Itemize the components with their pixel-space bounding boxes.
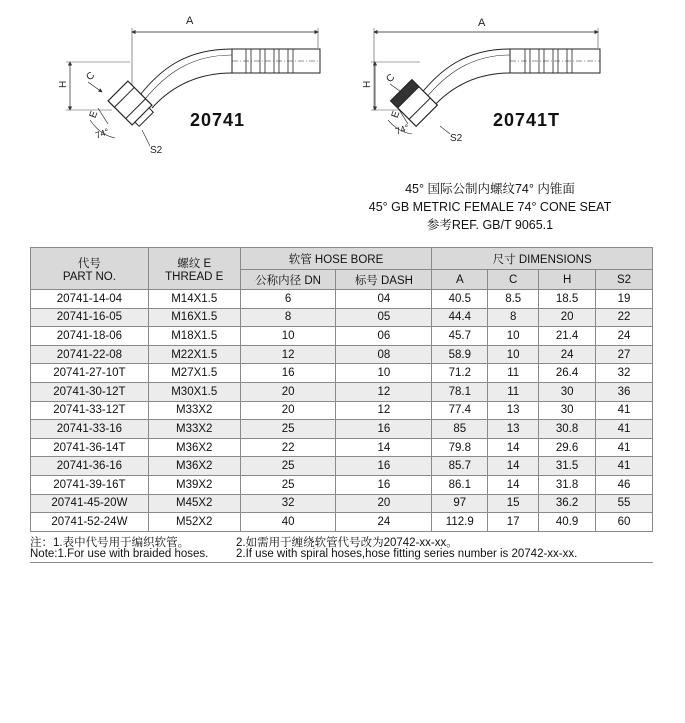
dim-h-label: H xyxy=(58,80,69,88)
angle-label: 74° xyxy=(394,122,411,137)
drawing-20741t xyxy=(371,28,600,137)
table-cell: M52X2 xyxy=(148,513,240,532)
table-cell: 6 xyxy=(240,290,336,309)
table-row xyxy=(31,308,653,327)
table-cell: 25 xyxy=(240,475,336,494)
dim-e-label: E xyxy=(389,109,403,120)
table-cell: 20741-52-24W xyxy=(31,513,149,532)
table-row xyxy=(31,457,653,476)
table-cell: M14X1.5 xyxy=(148,290,240,309)
table-row xyxy=(31,290,653,309)
table-cell: 20741-39-16T xyxy=(31,475,149,494)
table-cell: M45X2 xyxy=(148,494,240,513)
table-cell: M33X2 xyxy=(148,420,240,439)
table-cell: 11 xyxy=(488,382,539,401)
table-cell: 20741-36-16 xyxy=(31,457,149,476)
table-cell: 20 xyxy=(240,401,336,420)
table-cell: 24 xyxy=(596,327,653,346)
table-cell: 29.6 xyxy=(539,438,596,457)
table-cell: 20741-36-14T xyxy=(31,438,149,457)
table-cell: 13 xyxy=(488,420,539,439)
table-cell: 10 xyxy=(240,327,336,346)
table-cell: 17 xyxy=(488,513,539,532)
table-cell: M22X1.5 xyxy=(148,345,240,364)
table-cell: 85 xyxy=(432,420,488,439)
title-line-en: 45° GB METRIC FEMALE 74° CONE SEAT xyxy=(368,200,612,214)
table-cell: 21.4 xyxy=(539,327,596,346)
table-cell: 16 xyxy=(336,475,432,494)
table-cell: 24 xyxy=(539,345,596,364)
table-cell: 26.4 xyxy=(539,364,596,383)
spec-title xyxy=(300,180,680,234)
table-cell: 20741-16-05 xyxy=(31,308,149,327)
table-cell: 45.7 xyxy=(432,327,488,346)
table-cell: 41 xyxy=(596,420,653,439)
table-cell: 25 xyxy=(240,457,336,476)
table-cell: 08 xyxy=(336,345,432,364)
table-cell: 31.5 xyxy=(539,457,596,476)
dim-c-label: C xyxy=(84,70,98,83)
table-cell: 20741-45-20W xyxy=(31,494,149,513)
table-cell: 24 xyxy=(336,513,432,532)
note-en-1: Note:1.For use with braided hoses. xyxy=(30,548,209,560)
table-cell: 86.1 xyxy=(432,475,488,494)
table-cell: 78.1 xyxy=(432,382,488,401)
header-thread-en: THREAD E xyxy=(165,270,224,283)
header-c: C xyxy=(488,270,539,290)
table-row xyxy=(31,513,653,532)
table-cell: 30 xyxy=(539,382,596,401)
header-part-cn: 代号 xyxy=(77,257,101,270)
table-cell: 16 xyxy=(336,457,432,476)
table-cell: M18X1.5 xyxy=(148,327,240,346)
table-cell: 12 xyxy=(336,382,432,401)
table-cell: M16X1.5 xyxy=(148,308,240,327)
table-cell: 36.2 xyxy=(539,494,596,513)
table-cell: M30X1.5 xyxy=(148,382,240,401)
table-cell: 12 xyxy=(240,345,336,364)
table-cell: 41 xyxy=(596,401,653,420)
header-a: A xyxy=(432,270,488,290)
table-row xyxy=(31,438,653,457)
table-cell: 10 xyxy=(488,327,539,346)
dimension-table xyxy=(30,247,653,532)
table-cell: 22 xyxy=(240,438,336,457)
table-cell: 58.9 xyxy=(432,345,488,364)
note-cn-1: 注：1.表中代号用于编织软管。 xyxy=(30,537,190,549)
table-row xyxy=(31,475,653,494)
table-cell: 22 xyxy=(596,308,653,327)
dim-h-label: H xyxy=(362,80,373,88)
table-cell: 20 xyxy=(336,494,432,513)
table-cell: 30.8 xyxy=(539,420,596,439)
table-cell: 32 xyxy=(240,494,336,513)
table-cell: 10 xyxy=(336,364,432,383)
dim-s2-label: S2 xyxy=(450,133,463,144)
table-cell: 85.7 xyxy=(432,457,488,476)
table-cell: 19 xyxy=(596,290,653,309)
table-row xyxy=(31,420,653,439)
dim-s2-label: S2 xyxy=(150,145,163,156)
table-cell: 27 xyxy=(596,345,653,364)
table-cell: 12 xyxy=(336,401,432,420)
table-cell: 20741-22-08 xyxy=(31,345,149,364)
table-cell: 14 xyxy=(336,438,432,457)
table-cell: 31.8 xyxy=(539,475,596,494)
table-cell: 16 xyxy=(240,364,336,383)
header-s2: S2 xyxy=(596,270,653,290)
table-cell: 8 xyxy=(240,308,336,327)
table-cell: 14 xyxy=(488,457,539,476)
table-cell: 04 xyxy=(336,290,432,309)
title-line-cn: 45° 国际公制内螺纹74° 内锥面 xyxy=(405,182,575,196)
table-row xyxy=(31,382,653,401)
table-cell: 71.2 xyxy=(432,364,488,383)
header-thread-cn: 螺纹 E xyxy=(177,257,212,270)
header-hose-bore: 软管 HOSE BORE xyxy=(240,248,432,270)
table-row xyxy=(31,401,653,420)
table-cell: 41 xyxy=(596,438,653,457)
fitting-drawings xyxy=(0,0,685,170)
table-cell: 8.5 xyxy=(488,290,539,309)
table-cell: 112.9 xyxy=(432,513,488,532)
table-cell: 40.9 xyxy=(539,513,596,532)
table-cell: 10 xyxy=(488,345,539,364)
table-cell: 20741-27-10T xyxy=(31,364,149,383)
table-cell: 40.5 xyxy=(432,290,488,309)
dim-a-label: A xyxy=(478,17,486,29)
table-cell: 25 xyxy=(240,420,336,439)
table-cell: 32 xyxy=(596,364,653,383)
table-cell: 46 xyxy=(596,475,653,494)
table-cell: 20741-33-16 xyxy=(31,420,149,439)
table-cell: 11 xyxy=(488,364,539,383)
note-cn-2: 2.如需用于缠绕软管代号改为20742-xx-xx。 xyxy=(236,537,458,549)
table-cell: M36X2 xyxy=(148,457,240,476)
table-cell: 20741-14-04 xyxy=(31,290,149,309)
table-cell: M27X1.5 xyxy=(148,364,240,383)
table-row xyxy=(31,494,653,513)
table-cell: 15 xyxy=(488,494,539,513)
header-h: H xyxy=(539,270,596,290)
notes xyxy=(30,532,653,563)
table-cell: M39X2 xyxy=(148,475,240,494)
dim-c-label: C xyxy=(384,72,398,85)
table-cell: 05 xyxy=(336,308,432,327)
table-cell: 8 xyxy=(488,308,539,327)
table-cell: 20741-18-06 xyxy=(31,327,149,346)
dim-e-label: E xyxy=(87,109,101,120)
table-cell: M33X2 xyxy=(148,401,240,420)
table-cell: 14 xyxy=(488,475,539,494)
table-body xyxy=(31,290,653,532)
angle-label: 74° xyxy=(94,126,111,141)
title-line-ref: 参考REF. GB/T 9065.1 xyxy=(426,218,554,232)
table-cell: 36 xyxy=(596,382,653,401)
table-cell: M36X2 xyxy=(148,438,240,457)
table-cell: 40 xyxy=(240,513,336,532)
table-cell: 20741-30-12T xyxy=(31,382,149,401)
header-dimensions: 尺寸 DIMENSIONS xyxy=(432,248,653,270)
table-cell: 14 xyxy=(488,438,539,457)
header-dn: 公称内径 DN xyxy=(240,270,336,290)
table-cell: 18.5 xyxy=(539,290,596,309)
table-cell: 20 xyxy=(240,382,336,401)
table-cell: 30 xyxy=(539,401,596,420)
table-cell: 20741-33-12T xyxy=(31,401,149,420)
table-cell: 16 xyxy=(336,420,432,439)
table-cell: 79.8 xyxy=(432,438,488,457)
dim-a-label: A xyxy=(186,15,194,27)
note-en-2: 2.If use with spiral hoses,hose fitting series number is 20742-xx-xx. xyxy=(236,548,578,560)
model-label-20741: 20741 xyxy=(190,110,246,130)
table-row xyxy=(31,345,653,364)
model-label-20741t: 20741T xyxy=(493,110,561,130)
header-thread xyxy=(148,248,240,290)
table-row xyxy=(31,327,653,346)
header-part-no xyxy=(31,248,149,290)
header-dash: 标号 DASH xyxy=(336,270,432,290)
header-part-en: PART NO. xyxy=(62,270,116,283)
table-cell: 97 xyxy=(432,494,488,513)
table-cell: 13 xyxy=(488,401,539,420)
table-cell: 77.4 xyxy=(432,401,488,420)
table-cell: 55 xyxy=(596,494,653,513)
table-cell: 44.4 xyxy=(432,308,488,327)
table-row xyxy=(31,364,653,383)
table-cell: 20 xyxy=(539,308,596,327)
table-cell: 41 xyxy=(596,457,653,476)
table-cell: 60 xyxy=(596,513,653,532)
table-cell: 06 xyxy=(336,327,432,346)
